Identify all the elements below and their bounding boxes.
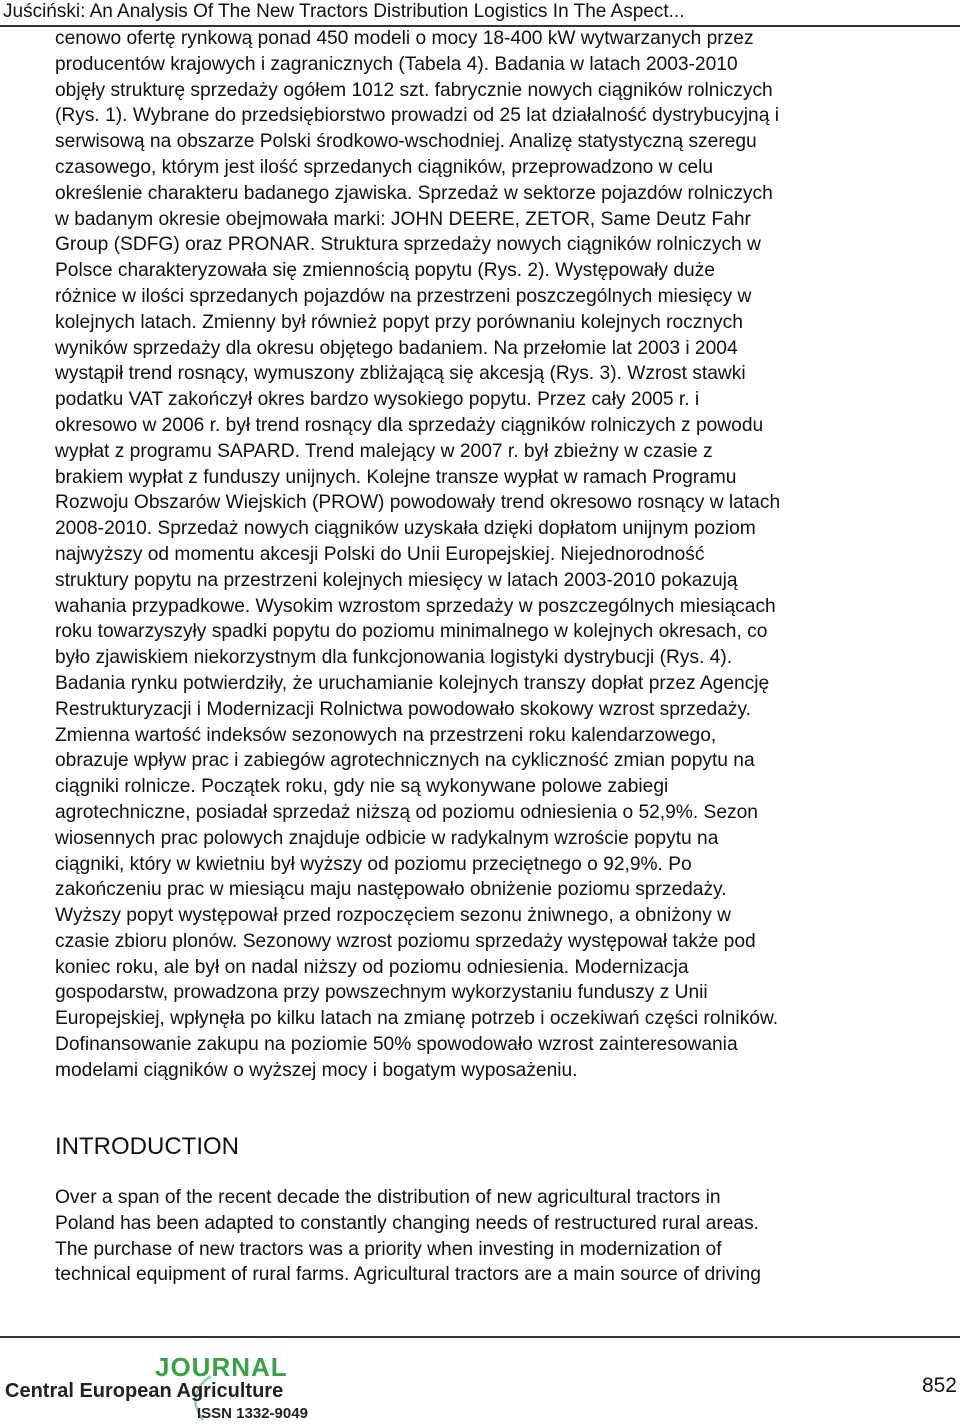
text-line: określenie charakteru badanego zjawiska. Sprzedaż w sektorze pojazdów rolniczych (55, 182, 773, 204)
text-line: technical equipment of rural farms. Agricultural tractors are a main source of driving (55, 1264, 761, 1286)
introduction-heading: INTRODUCTION (55, 1133, 239, 1160)
text-line: objęły strukturę sprzedaży ogółem 1012 szt. fabrycznie nowych ciągników rolniczych (55, 79, 773, 101)
text-line: The purchase of new tractors was a priority when investing in modernization of (55, 1238, 722, 1260)
text-line: wypłat z programu SAPARD. Trend malejący w 2007 r. był zbieżny w czasie z (55, 440, 713, 462)
text-line: serwisową na obszarze Polski środkowo-wschodniej. Analizę statystyczną szeregu (55, 131, 757, 153)
text-line: wyników sprzedaży dla okresu objętego badaniem. Na przełomie lat 2003 i 2004 (55, 337, 738, 359)
journal-logo (5, 1350, 345, 1426)
text-line: Group (SDFG) oraz PRONAR. Struktura sprzedaży nowych ciągników rolniczych w (55, 234, 761, 256)
text-line: czasie zbioru plonów. Sezonowy wzrost poziomu sprzedaży występował także pod (55, 930, 756, 952)
page-number: 852 (921, 1374, 957, 1397)
text-line: Zmienna wartość indeksów sezonowych na przestrzeni roku kalendarzowego, (55, 724, 717, 746)
text-line: Poland has been adapted to constantly changing needs of restructured rural areas. (55, 1212, 760, 1234)
text-line: ciągniki rolnicze. Początek roku, gdy nie są wykonywane polowe zabiegi (55, 776, 669, 798)
text-line: struktury popytu na przestrzeni kolejnych miesięcy w latach 2003-2010 pokazują (55, 569, 738, 591)
text-line: (Rys. 1). Wybrane do przedsiębiorstwo prowadzi od 25 lat działalność dystrybucyjną i (55, 105, 779, 127)
text-line: brakiem wypłat z funduszy unijnych. Kolejne transze wypłat w ramach Programu (55, 466, 737, 488)
text-line: ciągniki, który w kwietniu był wyższy od poziomu przeciętnego o 92,9%. Po (55, 853, 692, 875)
text-line: wiosennych prac polowych znajduje odbicie w radykalnym wzroście popytu na (55, 827, 719, 849)
text-line: najwyższy od momentu akcesji Polski do Unii Europejskiej. Niejednorodność (55, 543, 705, 565)
text-line: kolejnych latach. Zmienny był również popyt przy porównaniu kolejnych rocznych (55, 311, 743, 333)
text-line: Over a span of the recent decade the distribution of new agricultural tractors in (55, 1187, 721, 1208)
text-line: Dofinansowanie zakupu na poziomie 50% spowodowało wzrost zainteresowania (55, 1034, 738, 1056)
text-line: roku towarzyszyły spadki popytu do poziomu minimalnego w kolejnych okresach, co (55, 621, 768, 643)
text-line: czasowego, którym jest ilość sprzedanych ciągników, przeprowadzono w celu (55, 156, 714, 178)
text-line: było zjawiskiem niekorzystnym dla funkcjonowania logistyki dystrybucji (Rys. 4). (55, 647, 733, 669)
abstract-polish (55, 26, 915, 1084)
text-line: Badania rynku potwierdziły, że uruchamianie kolejnych transzy dopłat przez Agencję (55, 672, 770, 694)
text-line: okresowo w 2006 r. był trend rosnący dla sprzedaży ciągników rolniczych z powodu (55, 414, 764, 436)
text-line: 2008-2010. Sprzedaż nowych ciągników uzyskała dzięki dopłatom unijnym poziom (55, 518, 756, 540)
text-line: podatku VAT zakończył okres bardzo wysokiego popytu. Przez cały 2005 r. i (55, 389, 700, 411)
text-line: Wyższy popyt występował przed rozpoczęciem sezonu żniwnego, a obniżony w (55, 905, 731, 927)
text-line: wystąpił trend rosnący, wymuszony zbliżającą się akcesją (Rys. 3). Wzrost stawki (55, 363, 746, 385)
text-line: agrotechniczne, posiadał sprzedaż niższą od poziomu odniesienia o 52,9%. Sezon (55, 801, 758, 823)
text-line: gospodarstw, prowadzona przy powszechnym wykorzystaniu funduszy z Unii (55, 982, 708, 1004)
text-line: Rozwoju Obszarów Wiejskich (PROW) powodowały trend okresowo rosnący w latach (55, 492, 781, 514)
logo-central-european-agriculture: Central European Agriculture (5, 1380, 284, 1402)
text-line: w badanym okresie obejmowała marki: JOHN DEERE, ZETOR, Same Deutz Fahr (55, 208, 751, 230)
footer-rule (0, 1336, 960, 1338)
text-line: modelami ciągników o wyższej mocy i bogatym wyposażeniu. (55, 1059, 578, 1081)
text-line: Polsce charakteryzowała się zmiennością popytu (Rys. 2). Występowały duże (55, 260, 715, 282)
text-line: obrazuje wpływ prac i zabiegów agrotechnicznych na cykliczność zmian popytu na (55, 750, 755, 772)
text-line: wahania przypadkowe. Wysokim wzrostom sprzedaży w poszczególnych miesiącach (55, 595, 776, 617)
text-line: cenowo ofertę rynkową ponad 450 modeli o mocy 18-400 kW wytwarzanych przez (55, 28, 754, 49)
running-title: Juściński: An Analysis Of The New Tractors Distribution Logistics In The Aspect... (3, 1, 685, 22)
text-line: producentów krajowych i zagranicznych (Tabela 4). Badania w latach 2003-2010 (55, 53, 738, 75)
text-line: zakończeniu prac w miesiącu maju następowało obniżenie poziomu sprzedaży. (55, 879, 727, 901)
text-line: koniec roku, ale był on nadal niższy od poziomu odniesienia. Modernizacja (55, 956, 689, 978)
logo-journal-word: JOURNAL (155, 1352, 288, 1382)
text-line: Europejskiej, wpłynęła po kilku latach na zmianę potrzeb i oczekiwań części rolników. (55, 1008, 779, 1030)
text-line: różnice w ilości sprzedanych pojazdów na przestrzeni poszczególnych miesięcy w (55, 285, 752, 307)
introduction-text (55, 1185, 915, 1288)
logo-issn: ISSN 1332-9049 (197, 1405, 308, 1422)
text-line: Restrukturyzacji i Modernizacji Rolnictwa powodowało skokowy wzrost sprzedaży. (55, 698, 751, 720)
